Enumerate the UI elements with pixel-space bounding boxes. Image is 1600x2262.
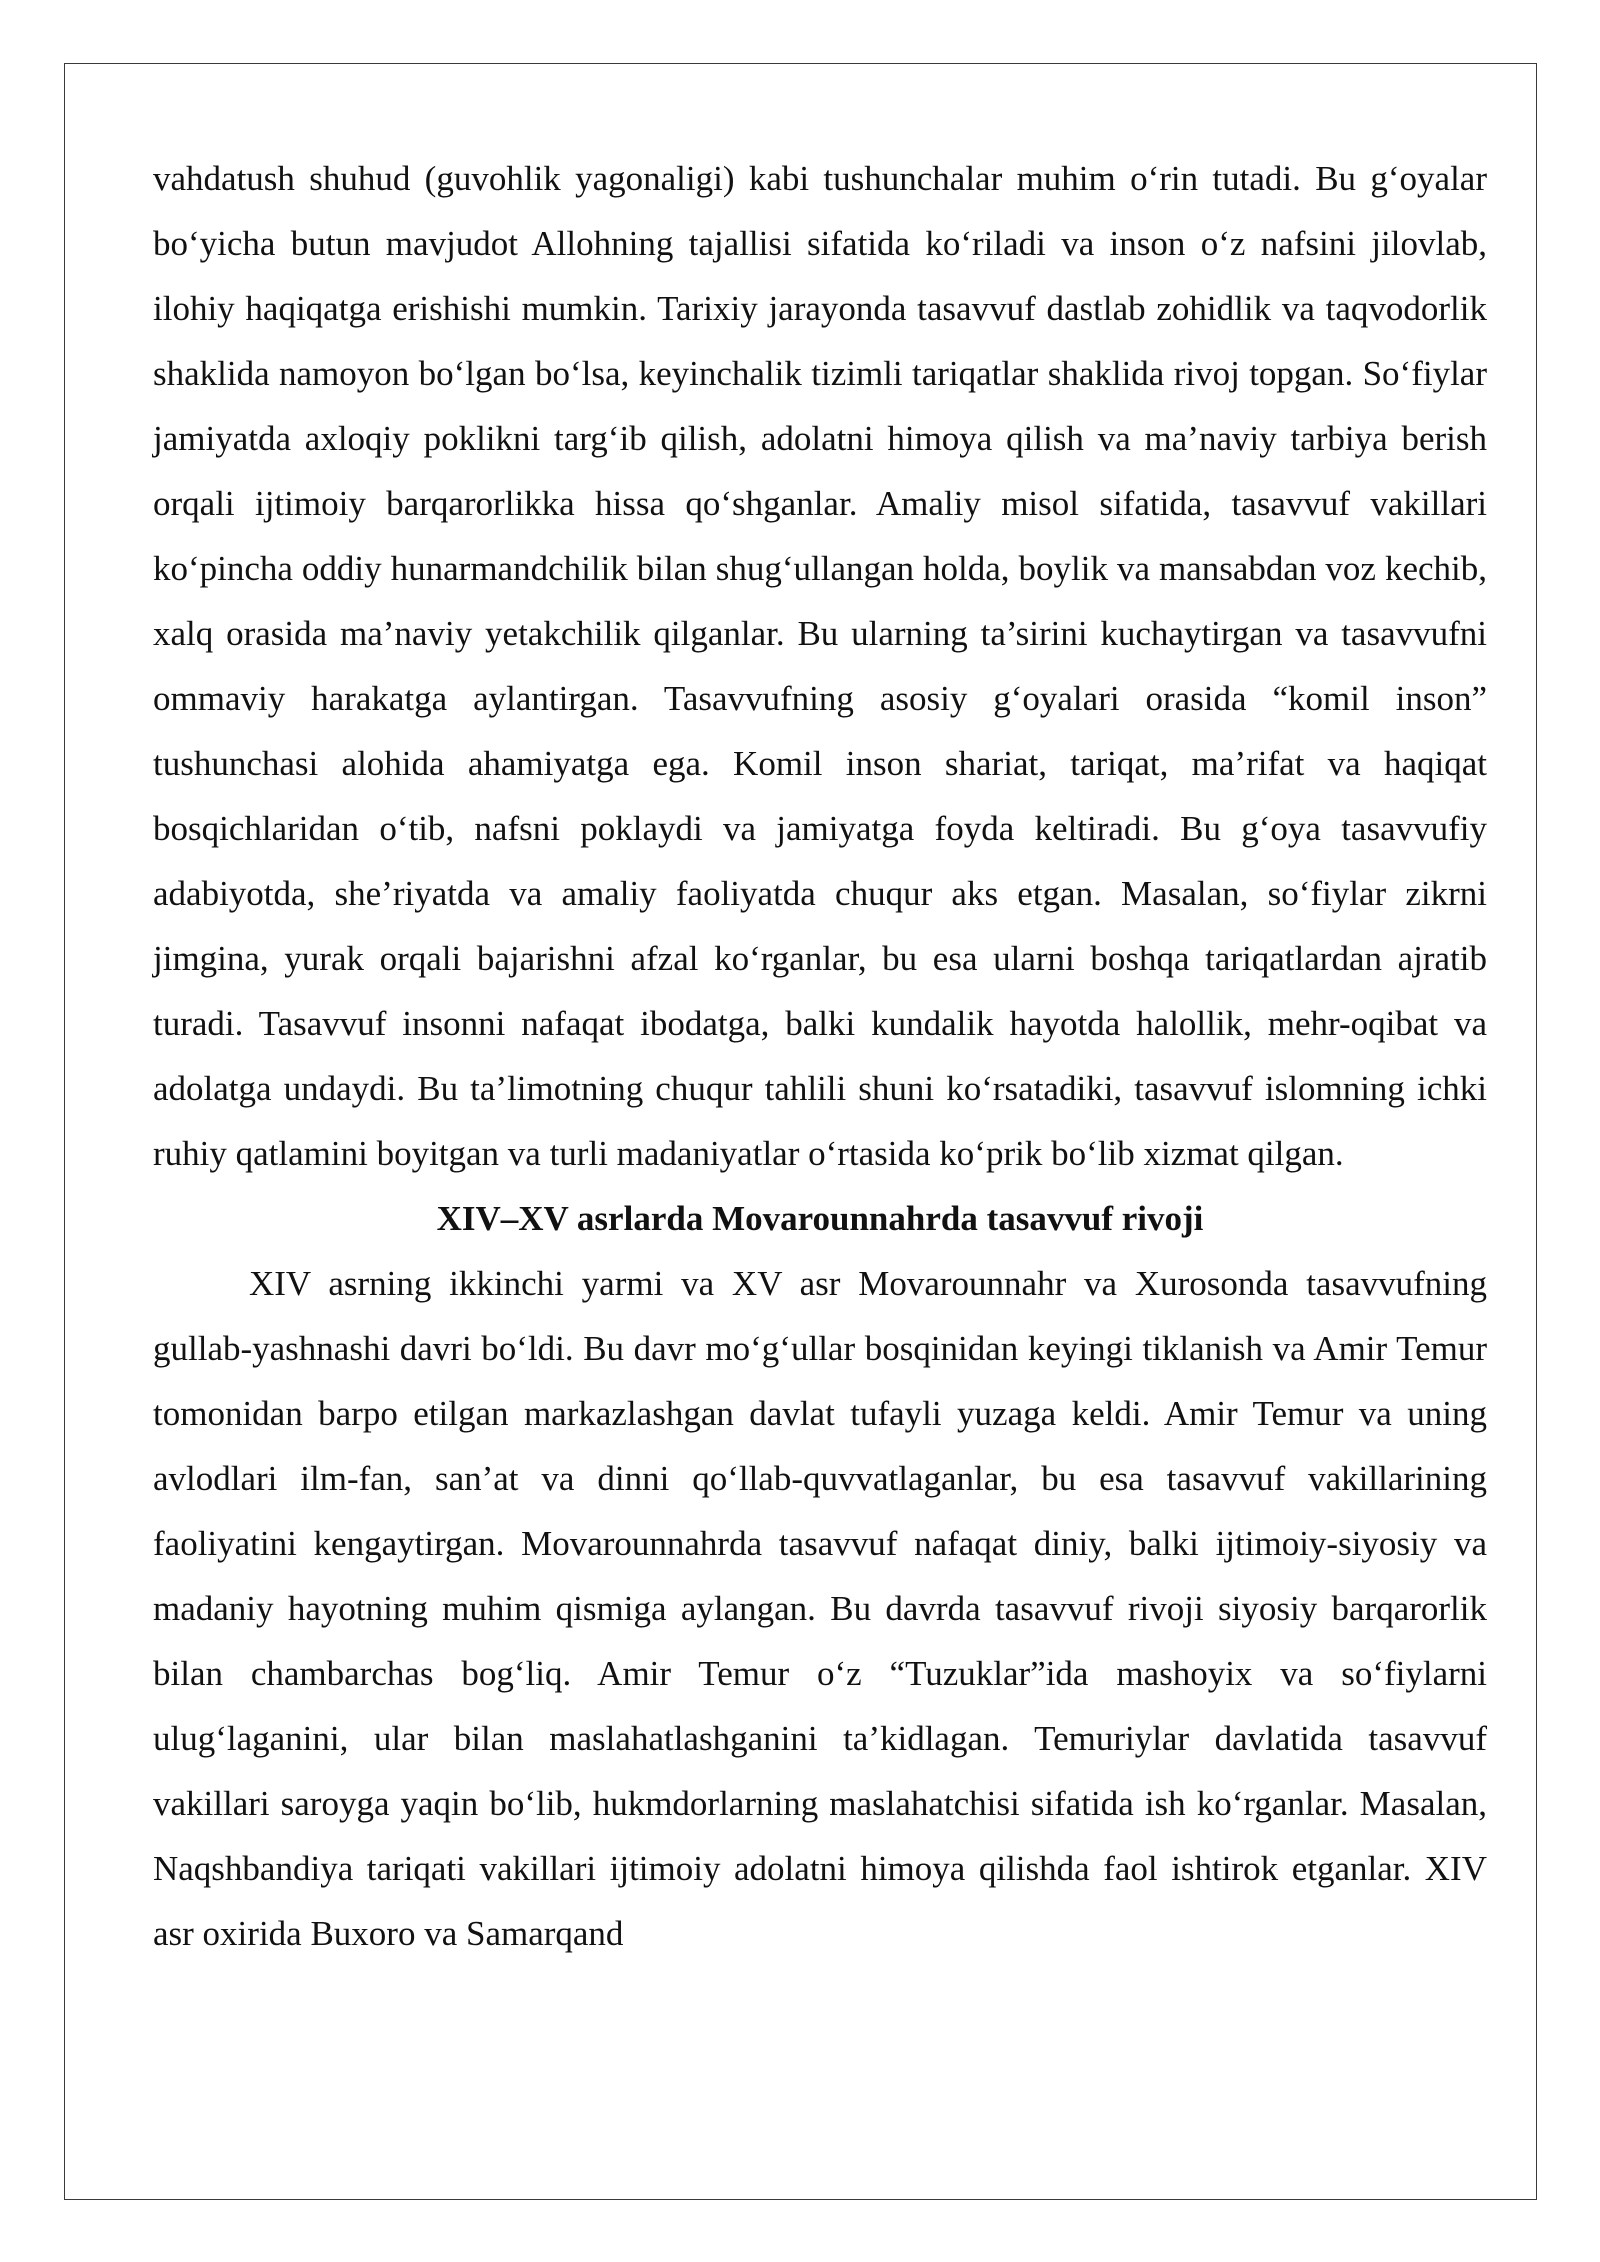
section-heading: XIV–XV asrlarda Movarounnahrda tasavvuf rivoji — [436, 1199, 1204, 1238]
body-paragraph-1: vahdatush shuhud (guvohlik yagonaligi) kabi tushunchalar muhim o‘rin tutadi. Bu g‘oyalar bo‘yicha butun mavjudot Allohning tajallisi sifatida ko‘riladi va inson o‘z nafsini jilovlab, ilohiy haqiqatga erishishi mumkin. Tarixiy jarayonda tasavvuf dastlab zohidlik va taqvodorlik shaklida namoyon bo‘lgan bo‘lsa, keyinchalik tizimli tariqatlar shaklida rivoj topgan. So‘fiylar jamiyatda axloqiy poklikni targ‘ib qilish, adolatni himoya qilish va ma’naviy tarbiya berish orqali ijtimoiy barqarorlikka hissa qo‘shganlar. Amaliy misol sifatida, tasavvuf vakillari ko‘pincha oddiy hunarmandchilik bilan shug‘ullangan holda, boylik va mansabdan voz kechib, xalq orasida ma’naviy yetakchilik qilganlar. Bu ularning ta’sirini kuchaytirgan va tasavvufni ommaviy harakatga aylantirgan. Tasavvufning asosiy g‘oyalari orasida “komil inson” tushunchasi alohida ahamiyatga ega. Komil inson shariat, tariqat, ma’rifat va haqiqat bosqichlaridan o‘tib, nafsni poklaydi va jamiyatga foyda keltiradi. Bu g‘oya tasavvufiy adabiyotda, she’riyatda va amaliy faoliyatda chuqur aks etgan. Masalan, so‘fiylar zikrni jimgina, yurak orqali bajarishni afzal ko‘rganlar, bu esa ularni boshqa tariqatlardan ajratib turadi. Tasavvuf insonni nafaqat ibodatga, balki kundalik hayotda halollik, mehr-oqibat va adolatga undaydi. Bu ta’limotning chuqur tahlili shuni ko‘rsatadiki, tasavvuf islomning ichki ruhiy qatlamini boyitgan va turli madaniyatlar o‘rtasida ko‘prik bo‘lib xizmat qilgan. — [153, 159, 1487, 1173]
body-paragraph-2: XIV asrning ikkinchi yarmi va XV asr Movarounnahr va Xurosonda tasavvufning gullab-yashnashi davri bo‘ldi. Bu davr mo‘g‘ullar bosqinidan keyingi tiklanish va Amir Temur tomonidan barpo etilgan markazlashgan davlat tufayli yuzaga keldi. Amir Temur va uning avlodlari ilm-fan, san’at va dinni qo‘llab-quvvatlaganlar, bu esa tasavvuf vakillarining faoliyatini kengaytirgan. Movarounnahrda tasavvuf nafaqat diniy, balki ijtimoiy-siyosiy va madaniy hayotning muhim qismiga aylangan. Bu davrda tasavvuf rivoji siyosiy barqarorlik bilan chambarchas bog‘liq. Amir Temur o‘z “Tuzuklar”ida mashoyix va so‘fiylarni ulug‘laganini, ular bilan maslahatlashganini ta’kidlagan. Temuriylar davlatida tasavvuf vakillari saroyga yaqin bo‘lib, hukmdorlarning maslahatchisi sifatida ish ko‘rganlar. Masalan, Naqshbandiya tariqati vakillari ijtimoiy adolatni himoya qilishda faol ishtirok etganlar. XIV asr oxirida Buxoro va Samarqand — [153, 1264, 1487, 1953]
document-body — [153, 146, 1487, 1966]
